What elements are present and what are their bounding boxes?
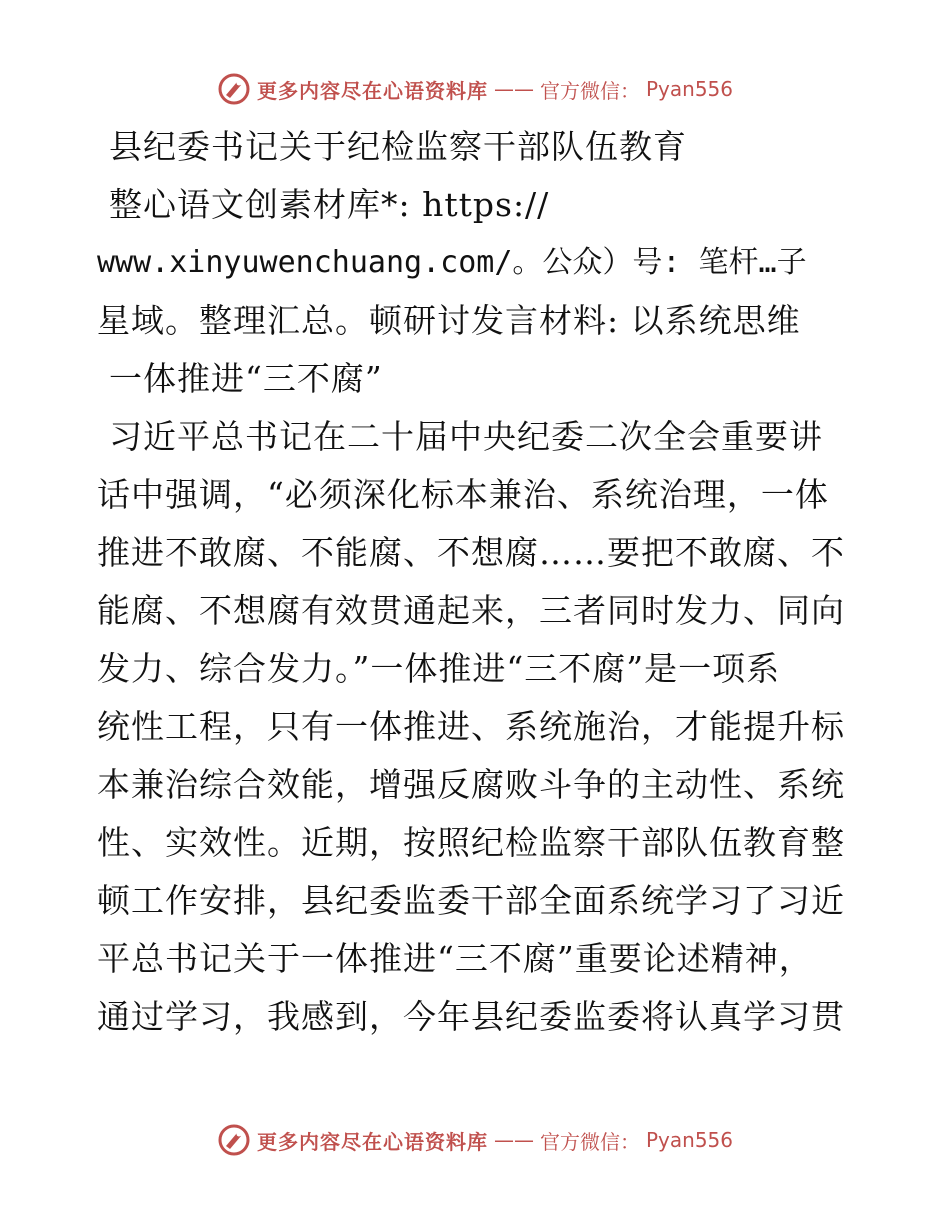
watermark-wechat-id: Pyan556 [645, 77, 733, 101]
document-line-7: 推进不敢腐、不能腐、不想腐……要把不敢腐、不 [97, 533, 845, 572]
document-title: 县纪委书记关于纪检监察干部队伍教育 [109, 127, 687, 166]
document-line-9: 发力、综合发力。”一体推进“三不腐”是一项系 [97, 649, 781, 688]
document-line-8: 能腐、不想腐有效贯通起来，三者同时发力、同向 [97, 591, 845, 630]
document-line-1: 整心语文创素材库*: https:// [109, 185, 550, 224]
document-line-6: 话中强调，“必须深化标本兼治、系统治理，一体 [97, 475, 829, 514]
logo-icon [217, 72, 251, 106]
document-body [97, 118, 857, 1046]
document-line-10: 统性工程，只有一体推进、系统施治，才能提升标 [97, 707, 845, 746]
watermark-wechat-label: 官方微信： [539, 78, 640, 103]
document-line-14: 平总书记关于一体推进“三不腐”重要论述精神， [97, 939, 813, 978]
watermark-footer [0, 1123, 950, 1157]
document-line-13: 顿工作安排，县纪委监委干部全面系统学习了习近 [97, 881, 845, 920]
watermark-text: 更多内容尽在心语资料库 [256, 1129, 488, 1154]
document-line-12: 性、实效性。近期，按照纪检监察干部队伍教育整 [97, 823, 845, 862]
document-line-4: 一体推进“三不腐” [109, 359, 383, 398]
watermark-wechat-id: Pyan556 [645, 1128, 733, 1152]
watermark-wechat-label: 官方微信： [539, 1129, 640, 1154]
logo-icon [217, 1123, 251, 1157]
document-line-11: 本兼治综合效能，增强反腐败斗争的主动性、系统 [97, 765, 845, 804]
watermark-dash: —— [493, 77, 534, 101]
watermark-text: 更多内容尽在心语资料库 [256, 78, 488, 103]
document-line-5: 习近平总书记在二十届中央纪委二次全会重要讲 [109, 417, 823, 456]
document-line-3: 星域。整理汇总。顿研讨发言材料: 以系统思维 [97, 301, 801, 340]
document-line-2: www.xinyuwenchuang.com/。公众）号: 笔杆…子 [97, 245, 807, 280]
document-line-15: 通过学习，我感到，今年县纪委监委将认真学习贯 [97, 997, 845, 1036]
watermark-header [0, 72, 950, 106]
watermark-dash: —— [493, 1128, 534, 1152]
